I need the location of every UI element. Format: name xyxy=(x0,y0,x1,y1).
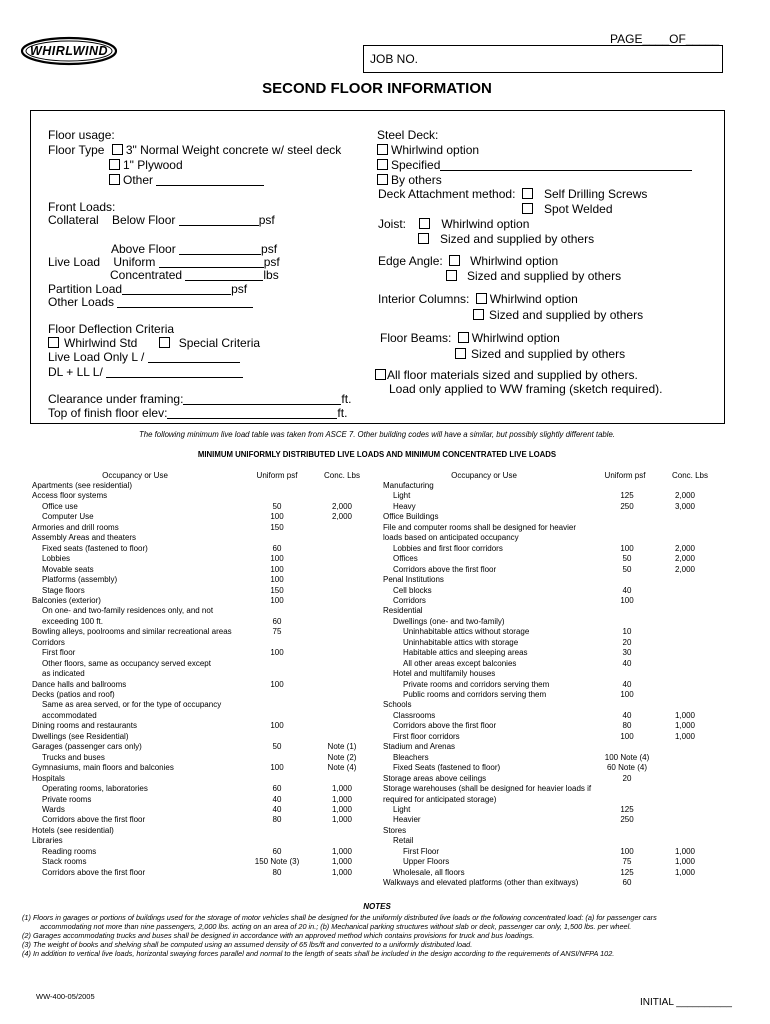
occupancy-cell: Reading rooms xyxy=(42,846,97,856)
occupancy-cell: Dwellings (see Residential) xyxy=(32,731,129,741)
joist-others-row xyxy=(418,232,594,247)
occupancy-cell: Upper Floors xyxy=(403,857,450,867)
uniform-psf-cell: 250 xyxy=(620,501,634,511)
columns-others-checkbox[interactable] xyxy=(473,309,484,320)
occupancy-cell: Office use xyxy=(42,501,78,511)
uniform-psf-cell: 150 Note (3) xyxy=(254,857,300,867)
partition-load-field[interactable] xyxy=(122,283,231,295)
occupancy-cell: Fixed Seats (fastened to floor) xyxy=(393,763,501,773)
logo-text: WHIRLWIND xyxy=(29,44,109,58)
edge-angle-label: Edge Angle: xyxy=(378,254,443,268)
uniform-psf-cell: 125 xyxy=(620,804,634,814)
self-drilling-checkbox[interactable] xyxy=(522,188,533,199)
occupancy-cell: Decks (patios and roof) xyxy=(32,690,115,699)
conc-lbs-cell: 1,000 xyxy=(674,721,696,731)
edge-whirlwind-label: Whirlwind option xyxy=(470,254,559,268)
occupancy-cell: Stadium and Arenas xyxy=(383,742,456,752)
deflection-options-row xyxy=(48,336,260,351)
steel-deck-label: Steel Deck: xyxy=(377,128,439,142)
occupancy-cell: Computer Use xyxy=(42,512,94,522)
job-number-box[interactable] xyxy=(363,45,723,73)
clearance-field[interactable] xyxy=(183,393,341,405)
spot-welded-checkbox[interactable] xyxy=(522,203,533,214)
occupancy-cell: Heavier xyxy=(393,815,421,825)
front-loads-label: Front Loads: xyxy=(48,200,116,214)
note-1b: accommodating not more than nine passengers, 2,000 lbs. acting on an area of 20 in.; (b) Mechanical parking structures without slab or deck, passenger car only, 1,500 lbs. per wheel. xyxy=(40,922,632,931)
all-floor-checkbox[interactable] xyxy=(375,369,386,380)
occupancy-cell: First Floor xyxy=(403,846,439,856)
floor-beams-row xyxy=(380,331,560,346)
above-floor-field[interactable] xyxy=(179,243,261,255)
uniform-psf-cell: 150 xyxy=(270,585,284,595)
uniform-psf-cell: 100 xyxy=(270,648,284,658)
right-uniform-header: Uniform psf xyxy=(604,471,646,480)
occupancy-cell: Storage warehouses (shall be designed for heavier loads if xyxy=(383,784,592,794)
concrete-checkbox[interactable] xyxy=(112,144,123,155)
occupancy-cell: Trucks and buses xyxy=(42,752,105,762)
notes-title: NOTES xyxy=(363,902,391,911)
special-criteria-checkbox[interactable] xyxy=(159,337,170,348)
psf-unit: psf xyxy=(263,255,280,269)
top-finish-label: Top of finish floor elev: xyxy=(48,406,168,420)
uniform-psf-cell: 60 xyxy=(272,784,282,794)
occupancy-cell: Armories and drill rooms xyxy=(32,522,119,532)
occupancy-cell: First floor corridors xyxy=(393,731,460,741)
below-floor-label: Below Floor xyxy=(112,213,176,227)
occupancy-cell: Storage areas above ceilings xyxy=(383,773,487,783)
concentrated-field[interactable] xyxy=(185,269,263,281)
occupancy-cell: Hotel and multifamily houses xyxy=(393,669,496,679)
occupancy-cell: loads based on anticipated occupancy xyxy=(383,533,519,543)
joist-label: Joist: xyxy=(378,217,407,231)
occupancy-cell: Corridors xyxy=(393,595,426,605)
live-load-only-label: Live Load Only L / xyxy=(48,350,145,364)
top-finish-row xyxy=(48,406,347,421)
occupancy-cell: Movable seats xyxy=(42,564,94,574)
page-title: SECOND FLOOR INFORMATION xyxy=(262,80,492,97)
partition-load-label: Partition Load xyxy=(48,282,123,296)
conc-lbs-cell: 1,000 xyxy=(674,857,696,867)
conc-lbs-cell: 1,000 xyxy=(331,867,353,877)
occupancy-cell: Corridors above the first floor xyxy=(393,721,497,731)
conc-lbs-cell: 1,000 xyxy=(331,784,353,794)
initial-field[interactable]: INITIAL __________ xyxy=(640,997,732,1008)
other-loads-field[interactable] xyxy=(117,296,253,308)
occupancy-cell: Gymnasiums, main floors and balconies xyxy=(32,763,174,773)
joist-whirlwind-label: Whirlwind option xyxy=(441,217,530,231)
columns-whirlwind-label: Whirlwind option xyxy=(489,292,578,306)
uniform-psf-cell: 100 xyxy=(270,512,284,522)
occupancy-cell: Public rooms and corridors serving them xyxy=(403,690,547,699)
job-number-label: JOB NO. xyxy=(370,52,419,66)
conc-lbs-cell: 1,000 xyxy=(674,731,696,741)
top-finish-field[interactable] xyxy=(167,407,337,419)
ft-unit: ft. xyxy=(341,392,352,406)
conc-lbs-cell: 2,000 xyxy=(674,564,696,574)
plywood-option-label: 1" Plywood xyxy=(123,158,183,172)
occupancy-cell: Office Buildings xyxy=(383,512,439,522)
concentrated-row xyxy=(110,268,279,283)
other-loads-row xyxy=(48,295,253,310)
self-drilling-label: Self Drilling Screws xyxy=(544,187,648,201)
conc-lbs-cell: 2,000 xyxy=(331,501,353,511)
uniform-label: Uniform xyxy=(113,255,156,269)
table-intro: The following minimum live load table was taken from ASCE 7. Other building codes will have a similar, but possibly slightly different table. xyxy=(139,430,615,439)
columns-others-row xyxy=(473,308,643,323)
deck-attachment-row xyxy=(378,187,515,202)
deck-specified-row xyxy=(377,158,692,173)
uniform-psf-cell: 100 xyxy=(620,731,634,741)
occupancy-cell: Garages (passenger cars only) xyxy=(32,742,142,752)
dl-ll-row xyxy=(48,365,243,380)
deck-specified-field[interactable] xyxy=(440,159,692,171)
occupancy-cell: Dance halls and ballrooms xyxy=(32,679,127,689)
uniform-psf-cell: 20 xyxy=(622,773,632,783)
occupancy-cell: Stage floors xyxy=(42,585,85,595)
all-floor-row xyxy=(375,368,638,383)
uniform-psf-cell: 60 xyxy=(272,616,282,626)
other-field[interactable] xyxy=(156,174,264,186)
deck-attachment-label: Deck Attachment method: xyxy=(378,187,516,201)
uniform-psf-cell: 125 xyxy=(620,867,634,877)
conc-lbs-cell: 1,000 xyxy=(331,815,353,825)
deck-by-others-label: By others xyxy=(391,173,442,187)
form-id: WW-400-05/2005 xyxy=(36,992,95,1001)
occupancy-cell: Manufacturing xyxy=(383,481,434,490)
collateral-label: Collateral xyxy=(48,213,99,227)
occupancy-cell: Lobbies xyxy=(42,554,71,564)
note-4: (4) In addition to vertical live loads, horizontal swaying forces parallel and normal to the length of seats shall be included in the design according to the requirements of ANSI/NFPA 102. xyxy=(22,949,615,958)
conc-lbs-cell: 1,000 xyxy=(674,710,696,720)
occupancy-cell: Habitable attics and sleeping areas xyxy=(403,648,528,658)
occupancy-cell: Corridors above the first floor xyxy=(42,815,146,825)
occupancy-cell: Assembly Areas and theaters xyxy=(32,533,137,543)
uniform-psf-cell: 100 xyxy=(620,595,634,605)
conc-lbs-cell: 3,000 xyxy=(674,501,696,511)
beams-others-label: Sized and supplied by others xyxy=(471,347,626,361)
uniform-psf-cell: 100 xyxy=(270,721,284,731)
conc-lbs-cell: 1,000 xyxy=(331,794,353,804)
occupancy-cell: Same as area served, or for the type of occupancy xyxy=(42,700,222,710)
uniform-psf-cell: 60 xyxy=(272,543,282,553)
occupancy-cell: Private rooms xyxy=(42,794,92,804)
conc-lbs-cell: 2,000 xyxy=(674,491,696,501)
table-title: MINIMUM UNIFORMLY DISTRIBUTED LIVE LOADS AND MINIMUM CONCENTRATED LIVE LOADS xyxy=(197,450,557,459)
occupancy-cell: Private rooms and corridors serving them xyxy=(403,679,550,689)
uniform-psf-cell: 250 xyxy=(620,815,634,825)
right-occupancy-header: Occupancy or Use xyxy=(451,471,517,480)
uniform-psf-cell: 50 xyxy=(622,554,632,564)
uniform-psf-cell: 20 xyxy=(622,637,632,647)
occupancy-cell: Balconies (exterior) xyxy=(32,595,101,605)
load-only-note: Load only applied to WW framing (sketch required). xyxy=(389,382,663,396)
beams-whirlwind-label: Whirlwind option xyxy=(471,331,560,345)
occupancy-cell: required for anticipated storage) xyxy=(383,794,497,804)
note-1a: (1) Floors in garages or portions of buildings used for the storage of motor vehicles shall be designed for the uniformly distributed live loads or the following concentrated load: (a) for passenger cars xyxy=(22,913,657,922)
concrete-option-label: 3" Normal Weight concrete w/ steel deck xyxy=(125,143,342,157)
conc-lbs-cell: 1,000 xyxy=(674,846,696,856)
occupancy-cell: Offices xyxy=(393,554,418,564)
uniform-psf-cell: 50 xyxy=(272,501,282,511)
uniform-field[interactable] xyxy=(159,256,264,268)
uniform-psf-cell: 100 xyxy=(270,679,284,689)
occupancy-cell: Retail xyxy=(393,836,414,846)
occupancy-cell: Light xyxy=(393,804,411,814)
ft-unit: ft. xyxy=(337,406,348,420)
whirlwind-std-label: Whirlwind Std xyxy=(64,336,138,350)
special-criteria-label: Special Criteria xyxy=(178,336,261,350)
uniform-psf-cell: 50 xyxy=(272,742,282,752)
other-checkbox[interactable] xyxy=(109,174,120,185)
other-row xyxy=(109,173,264,188)
interior-columns-row xyxy=(378,292,578,307)
uniform-psf-cell: 10 xyxy=(622,627,632,637)
conc-lbs-cell: Note (4) xyxy=(327,763,357,773)
occupancy-cell: Stack rooms xyxy=(42,857,87,867)
uniform-psf-cell: 30 xyxy=(622,648,632,658)
uniform-psf-cell: 75 xyxy=(272,627,282,637)
uniform-psf-cell: 75 xyxy=(622,857,632,867)
conc-lbs-cell: Note (1) xyxy=(327,742,357,752)
live-load-only-field[interactable] xyxy=(148,351,240,363)
floor-usage-label: Floor usage: xyxy=(48,128,115,142)
occupancy-cell: First floor xyxy=(42,648,76,658)
joist-others-checkbox[interactable] xyxy=(418,233,429,244)
conc-lbs-cell: 1,000 xyxy=(331,857,353,867)
occupancy-cell: accommodated xyxy=(42,710,97,720)
beams-others-checkbox[interactable] xyxy=(455,348,466,359)
collateral-row xyxy=(48,213,275,228)
whirlwind-std-checkbox[interactable] xyxy=(48,337,59,348)
whirlwind-logo xyxy=(20,36,118,66)
concentrated-label: Concentrated xyxy=(110,268,183,282)
occupancy-cell: Wholesale, all floors xyxy=(393,867,465,877)
uniform-psf-cell: 100 xyxy=(270,554,284,564)
uniform-psf-cell: 100 Note (4) xyxy=(604,752,650,762)
psf-unit: psf xyxy=(261,242,278,256)
clearance-label: Clearance under framing: xyxy=(48,392,184,406)
floor-type-row xyxy=(48,143,341,158)
live-load-only-row xyxy=(48,350,240,365)
occupancy-cell: Platforms (assembly) xyxy=(42,575,118,585)
uniform-psf-cell: 100 xyxy=(270,564,284,574)
uniform-psf-cell: 40 xyxy=(272,794,282,804)
psf-unit: psf xyxy=(258,213,275,227)
occupancy-cell: Uninhabitable attics with storage xyxy=(403,637,519,647)
occupancy-cell: Libraries xyxy=(32,836,63,846)
deck-specified-label: Specified xyxy=(391,158,441,172)
lbs-unit: lbs xyxy=(263,268,279,282)
edge-whirlwind-checkbox[interactable] xyxy=(449,255,460,266)
occupancy-cell: as indicated xyxy=(42,669,85,679)
uniform-psf-cell: 60 xyxy=(272,846,282,856)
deck-specified-checkbox[interactable] xyxy=(377,159,388,170)
occupancy-cell: Cell blocks xyxy=(393,585,432,595)
deck-by-others-checkbox[interactable] xyxy=(377,174,388,185)
uniform-psf-cell: 100 xyxy=(620,846,634,856)
other-loads-label: Other Loads xyxy=(48,295,115,309)
occupancy-cell: Bowling alleys, poolrooms and similar recreational areas xyxy=(32,627,232,637)
note-2: (2) Garages accommodating trucks and buses shall be designed in accordance with an approved method which contains provisions for truck and bus loadings. xyxy=(22,931,535,940)
uniform-psf-cell: 80 xyxy=(272,867,282,877)
note-3: (3) The weight of books and shelving shall be computed using an assumed density of 65 lbs/ft and converted to a uniformly distributed load. xyxy=(22,940,473,949)
conc-lbs-cell: 1,000 xyxy=(331,846,353,856)
self-drilling-row xyxy=(522,187,647,202)
occupancy-cell: Dwellings (one- and two-family) xyxy=(393,616,505,626)
below-floor-field[interactable] xyxy=(179,214,259,226)
deck-whirlwind-label: Whirlwind option xyxy=(391,143,480,157)
edge-others-row xyxy=(446,269,621,284)
occupancy-cell: Hotels (see residential) xyxy=(32,825,114,835)
occupancy-cell: Classrooms xyxy=(393,710,436,720)
occupancy-cell: Fixed seats (fastened to floor) xyxy=(42,543,148,553)
occupancy-cell: Heavy xyxy=(393,501,416,511)
occupancy-cell: Residential xyxy=(383,606,423,616)
spot-welded-row xyxy=(522,202,613,217)
occupancy-cell: Operating rooms, laboratories xyxy=(42,784,148,794)
occupancy-cell: On one- and two-family residences only, and not xyxy=(42,606,214,616)
beams-whirlwind-checkbox[interactable] xyxy=(458,332,469,343)
live-load-label: Live Load xyxy=(48,255,101,269)
right-conc-header: Conc. Lbs xyxy=(671,471,709,480)
psf-unit: psf xyxy=(231,282,248,296)
uniform-psf-cell: 100 xyxy=(270,763,284,773)
occupancy-cell: Corridors above the first floor xyxy=(393,564,497,574)
occupancy-cell: Hospitals xyxy=(32,773,65,783)
occupancy-cell: Stores xyxy=(383,825,407,835)
deflection-criteria-label: Floor Deflection Criteria xyxy=(48,322,175,336)
occupancy-cell: File and computer rooms shall be designed for heavier xyxy=(383,522,576,532)
beams-others-row xyxy=(455,347,625,362)
joist-others-label: Sized and supplied by others xyxy=(440,232,595,246)
occupancy-cell: Dining rooms and restaurants xyxy=(32,721,137,731)
uniform-psf-cell: 50 xyxy=(622,564,632,574)
spot-welded-label: Spot Welded xyxy=(544,202,613,216)
conc-lbs-cell: 1,000 xyxy=(331,804,353,814)
clearance-row xyxy=(48,392,351,407)
uniform-psf-cell: 40 xyxy=(622,585,632,595)
occupancy-cell: Bleachers xyxy=(393,752,429,762)
conc-lbs-cell: 2,000 xyxy=(674,554,696,564)
conc-lbs-cell: 2,000 xyxy=(331,512,353,522)
joist-whirlwind-checkbox[interactable] xyxy=(419,218,430,229)
uniform-psf-cell: 100 xyxy=(620,690,634,699)
floor-beams-label: Floor Beams: xyxy=(380,331,452,345)
columns-others-label: Sized and supplied by others xyxy=(489,308,644,322)
floor-type-label: Floor Type xyxy=(48,143,105,157)
uniform-psf-cell: 125 xyxy=(620,491,634,501)
uniform-psf-cell: 150 xyxy=(270,522,284,532)
occupancy-cell: Schools xyxy=(383,700,412,710)
other-option-label: Other xyxy=(123,173,154,187)
conc-lbs-cell: 2,000 xyxy=(674,543,696,553)
occupancy-cell: Access floor systems xyxy=(32,491,108,501)
plywood-row xyxy=(109,158,183,173)
deck-whirlwind-checkbox[interactable] xyxy=(377,144,388,155)
uniform-psf-cell: 80 xyxy=(272,815,282,825)
page-of-label: PAGE____OF_____ xyxy=(610,32,720,46)
occupancy-cell: Walkways and elevated platforms (other than exitways) xyxy=(383,878,579,888)
deck-whirlwind-row xyxy=(377,143,479,158)
occupancy-cell: exceeding 100 ft. xyxy=(42,616,103,626)
columns-whirlwind-checkbox[interactable] xyxy=(476,293,487,304)
all-floor-label: All floor materials sized and supplied by others. xyxy=(387,368,638,382)
occupancy-cell: Light xyxy=(393,491,411,501)
edge-others-checkbox[interactable] xyxy=(446,270,457,281)
conc-lbs-cell: 1,000 xyxy=(674,867,696,877)
occupancy-cell: Apartments (see residential) xyxy=(32,481,133,490)
uniform-psf-cell: 100 xyxy=(270,595,284,605)
occupancy-cell: All other areas except balconies xyxy=(403,658,517,668)
uniform-psf-cell: 40 xyxy=(622,679,632,689)
edge-angle-row xyxy=(378,254,558,269)
deck-by-others-row xyxy=(377,173,442,188)
uniform-psf-cell: 100 xyxy=(620,543,634,553)
dl-ll-field[interactable] xyxy=(106,366,243,378)
dl-ll-label: DL + LL L/ xyxy=(48,365,103,379)
left-occupancy-header: Occupancy or Use xyxy=(102,471,168,480)
occupancy-cell: Corridors xyxy=(32,637,65,647)
above-floor-label: Above Floor xyxy=(111,242,176,256)
uniform-psf-cell: 80 xyxy=(622,721,632,731)
edge-others-label: Sized and supplied by others xyxy=(467,269,622,283)
plywood-checkbox[interactable] xyxy=(109,159,120,170)
conc-lbs-cell: Note (2) xyxy=(327,752,357,762)
uniform-psf-cell: 40 xyxy=(272,804,282,814)
interior-columns-label: Interior Columns: xyxy=(378,292,470,306)
occupancy-cell: Uninhabitable attics without storage xyxy=(403,627,530,637)
uniform-psf-cell: 60 xyxy=(622,878,632,888)
occupancy-cell: Corridors above the first floor xyxy=(42,867,146,877)
occupancy-cell: Wards xyxy=(42,804,65,814)
uniform-psf-cell: 60 Note (4) xyxy=(606,763,648,773)
occupancy-cell: Other floors, same as occupancy served except xyxy=(42,658,211,668)
joist-row xyxy=(378,217,529,232)
uniform-psf-cell: 40 xyxy=(622,710,632,720)
left-uniform-header: Uniform psf xyxy=(256,471,298,480)
uniform-psf-cell: 100 xyxy=(270,575,284,585)
uniform-psf-cell: 40 xyxy=(622,658,632,668)
left-conc-header: Conc. Lbs xyxy=(323,471,361,480)
occupancy-cell: Penal Institutions xyxy=(383,575,444,585)
occupancy-cell: Lobbies and first floor corridors xyxy=(393,543,503,553)
